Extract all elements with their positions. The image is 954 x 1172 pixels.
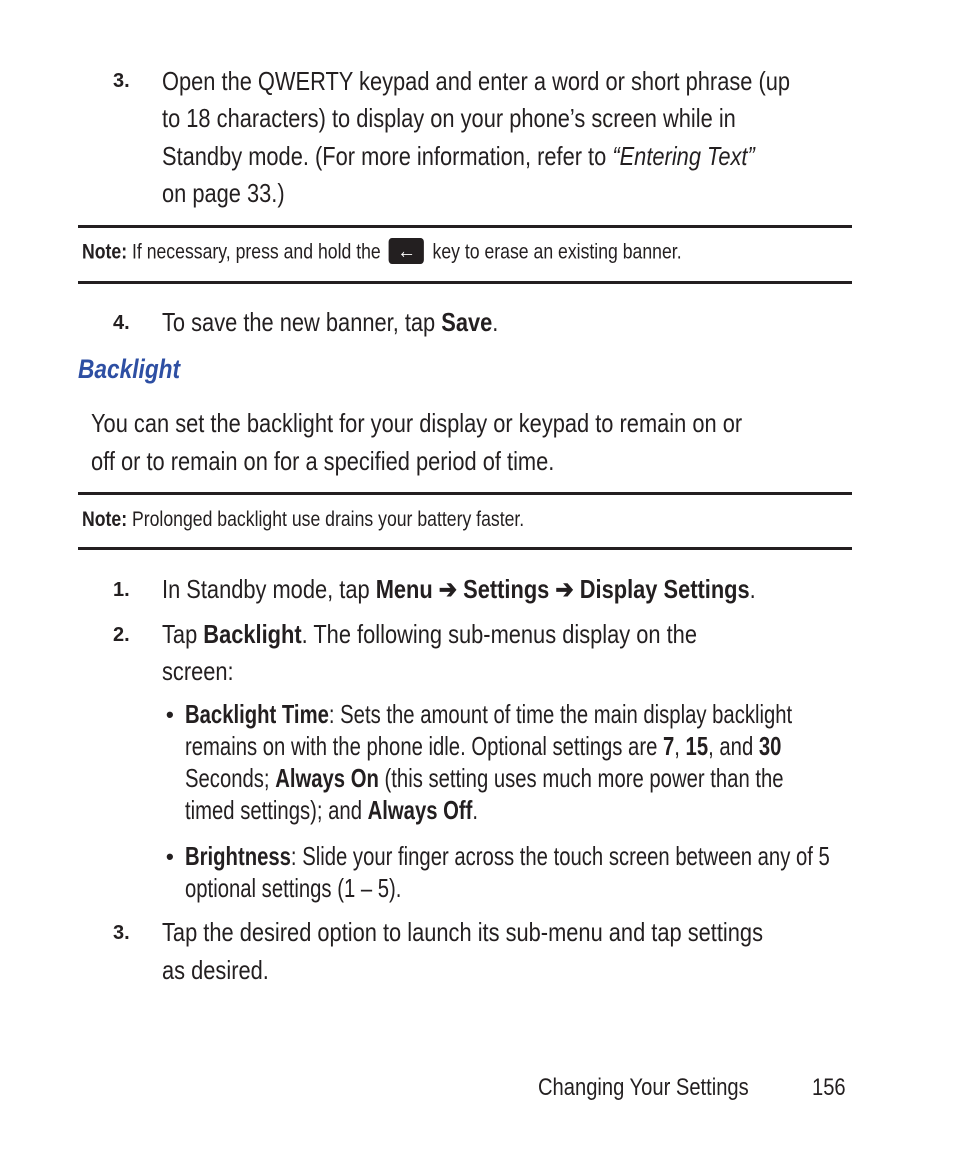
bullet-text-line: optional settings (1 – 5). <box>185 873 402 903</box>
bullet-text-line: Backlight Time: Sets the amount of time the main display backlight <box>185 699 793 729</box>
step-text-line: Open the QWERTY keypad and enter a word or short phrase (up <box>162 66 791 96</box>
step-text-line: screen: <box>162 656 234 686</box>
cross-reference: “Entering Text” <box>612 141 755 171</box>
bullet: • <box>166 844 174 869</box>
step-text-line: as desired. <box>162 955 269 985</box>
paragraph-line: off or to remain on for a specified period of time. <box>91 446 555 476</box>
step-text-line: To save the new banner, tap Save. <box>162 307 499 337</box>
save-label: Save <box>441 307 493 337</box>
step-text-line: Tap the desired option to launch its sub-menu and tap settings <box>162 917 763 947</box>
note-battery: Note: Prolonged backlight use drains your battery faster. <box>82 508 525 531</box>
step-number: 3. <box>113 70 130 92</box>
step-text-line: on page 33.) <box>162 178 285 208</box>
step-text-line: In Standby mode, tap Menu ➔ Settings ➔ Display Settings. <box>162 574 756 604</box>
note-rule-top <box>78 225 852 228</box>
bullet-text-line: timed settings); and Always Off. <box>185 795 479 825</box>
step-number: 3. <box>113 922 130 944</box>
page-number: 156 <box>812 1074 846 1101</box>
bullet-text-line: Brightness: Slide your finger across the touch screen between any of 5 <box>185 841 830 871</box>
bullet-text-line: remains on with the phone idle. Optional settings are 7, 15, and 30 <box>185 731 782 761</box>
back-key-icon: ← <box>389 238 424 264</box>
step-text-line: to 18 characters) to display on your phone’s screen while in <box>162 103 736 133</box>
step-number: 4. <box>113 312 130 334</box>
step-text-line: Standby mode. (For more information, refer to “Entering Text” <box>162 141 755 171</box>
footer-section-title: Changing Your Settings <box>538 1074 749 1101</box>
paragraph-line: You can set the backlight for your display or keypad to remain on or <box>91 408 743 438</box>
bullet-text-line: Seconds; Always On (this setting uses much more power than the <box>185 763 784 793</box>
step-number: 2. <box>113 624 130 646</box>
note-banner: Note: If necessary, press and hold the ← key to erase an existing banner. <box>82 238 682 264</box>
note-rule-top <box>78 492 852 495</box>
step-number: 1. <box>113 579 130 601</box>
note-label: Note: <box>82 240 128 264</box>
bullet: • <box>166 702 174 727</box>
note-rule-bottom <box>78 547 852 550</box>
step-text-line: Tap Backlight. The following sub-menus display on the <box>162 619 697 649</box>
note-rule-bottom <box>78 281 852 284</box>
note-label: Note: <box>82 508 128 531</box>
section-heading: Backlight <box>78 354 181 384</box>
